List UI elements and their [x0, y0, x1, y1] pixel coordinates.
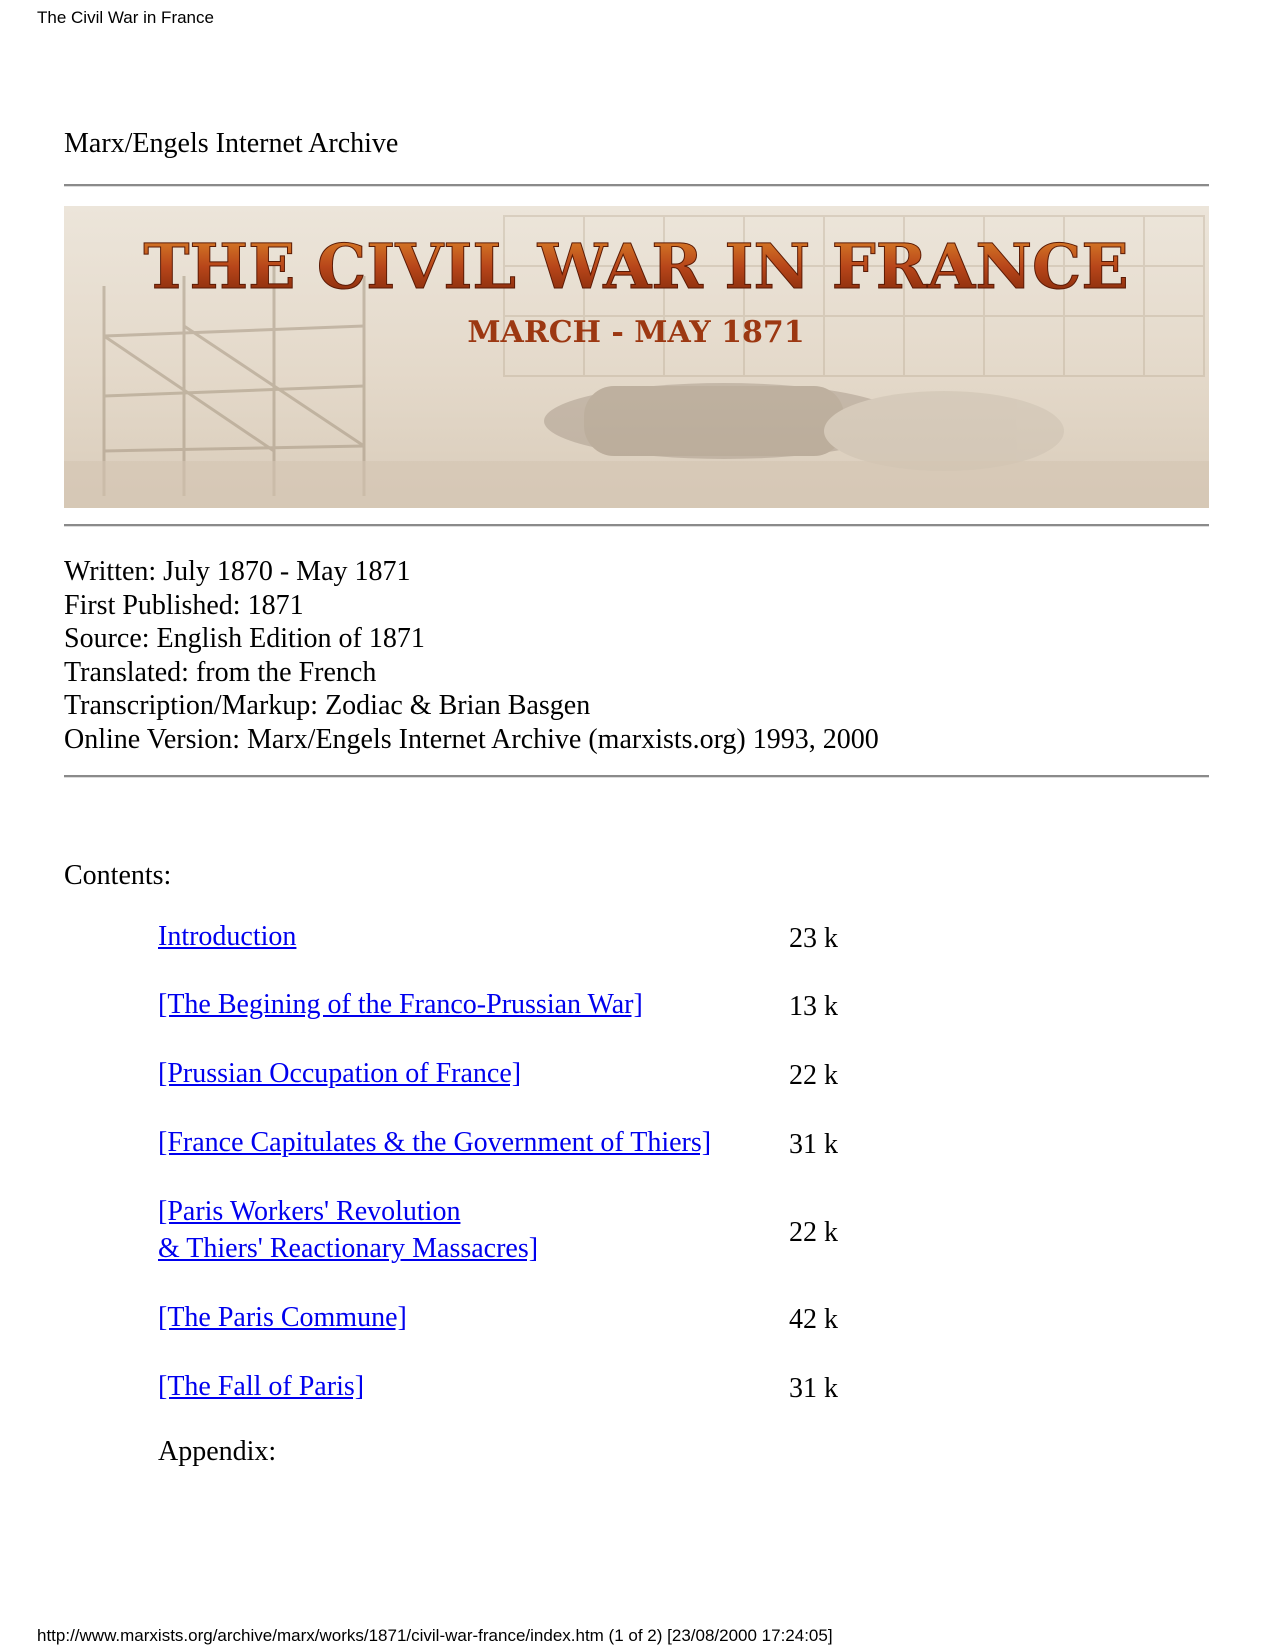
archive-title: Marx/Engels Internet Archive: [64, 128, 399, 159]
toc-size: 42 k: [789, 1304, 838, 1335]
banner-subtitle: MARCH - MAY 1871: [467, 315, 805, 350]
appendix-label: Appendix:: [158, 1436, 277, 1467]
toc-size: 31 k: [789, 1129, 838, 1160]
toc-size: 22 k: [789, 1060, 838, 1091]
publication-info: [64, 555, 879, 756]
toc-size: 31 k: [789, 1373, 838, 1404]
toc-link-introduction[interactable]: Introduction: [158, 921, 297, 952]
translated-line: Translated: from the French: [64, 656, 377, 688]
banner-title: THE CIVIL WAR IN FRANCE: [143, 230, 1129, 303]
print-footer: http://www.marxists.org/archive/marx/works/1871/civil-war-france/index.htm (1 of 2) [23/08/2000 17:24:05]: [37, 1626, 833, 1645]
toc-link-prussian-occupation[interactable]: [Prussian Occupation of France]: [158, 1058, 522, 1089]
divider: [64, 524, 1209, 527]
toc-link-fall-of-paris[interactable]: [The Fall of Paris]: [158, 1371, 365, 1402]
toc-size: 13 k: [789, 991, 838, 1022]
source-line: Source: English Edition of 1871: [64, 623, 425, 654]
banner-image: [64, 206, 1209, 508]
toc-link-paris-commune[interactable]: [The Paris Commune]: [158, 1302, 407, 1333]
toc-link-paris-workers-revolution[interactable]: & Thiers' Reactionary Massacres]: [158, 1233, 539, 1264]
toc-size: 23 k: [789, 923, 838, 954]
contents-label: Contents:: [64, 860, 172, 891]
print-header: The Civil War in France: [37, 8, 214, 27]
transcription-line: Transcription/Markup: Zodiac & Brian Basgen: [64, 690, 591, 721]
toc-link-paris-workers-revolution[interactable]: [Paris Workers' Revolution: [158, 1196, 461, 1227]
toc-link-franco-prussian-war[interactable]: [The Begining of the Franco-Prussian War]: [158, 989, 643, 1020]
written-line: Written: July 1870 - May 1871: [64, 556, 411, 587]
toc-link-france-capitulates[interactable]: [France Capitulates & the Government of Thiers]: [158, 1127, 712, 1158]
divider: [64, 775, 1209, 778]
banner-graphic: [64, 206, 1209, 508]
online-version-line: Online Version: Marx/Engels Internet Archive (marxists.org) 1993, 2000: [64, 723, 879, 755]
divider: [64, 184, 1209, 187]
first-published-line: First Published: 1871: [64, 589, 304, 621]
toc-size: 22 k: [789, 1217, 838, 1248]
